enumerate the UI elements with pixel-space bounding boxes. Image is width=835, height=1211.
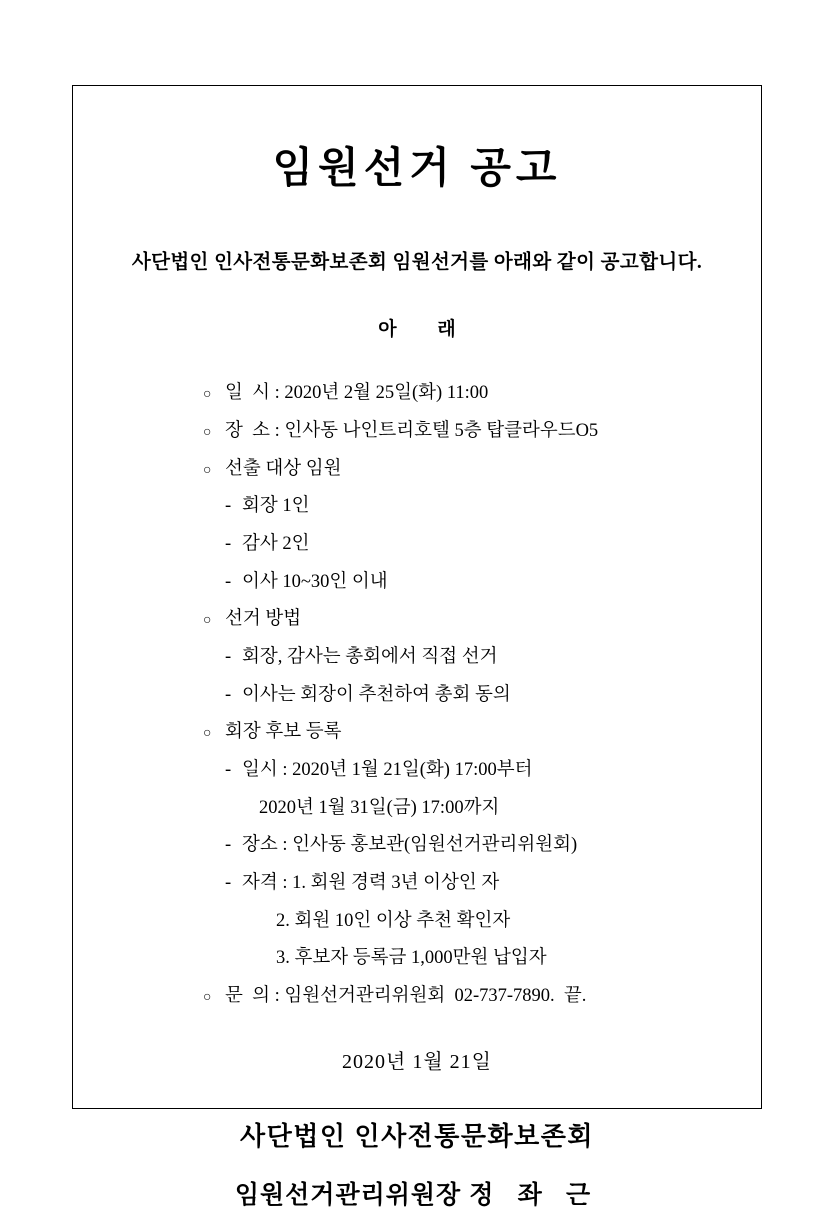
page-title: 임원선거 공고 xyxy=(272,146,562,192)
sub-list-item xyxy=(225,681,723,710)
sub-list-continuation-label: 3. 후보자 등록금 1,000만원 납입자 xyxy=(276,948,547,969)
sub-list-continuation-label: 2020년 1월 31일(금) 17:00까지 xyxy=(259,797,500,818)
dash-bullet-icon: - xyxy=(225,571,232,592)
list-item xyxy=(203,605,723,634)
sub-list-item xyxy=(225,756,723,785)
dash-bullet-icon: - xyxy=(225,835,232,856)
circle-bullet-icon: ○ xyxy=(203,387,212,403)
sub-list-item-label: 장소 : 인사동 홍보관(임원선거관리위원회) xyxy=(242,835,578,856)
sub-list-item-label: 일시 : 2020년 1월 21일(화) 17:00부터 xyxy=(242,760,533,781)
dash-bullet-icon: - xyxy=(225,760,232,781)
sub-list-continuation xyxy=(259,794,723,823)
sub-list-item xyxy=(225,492,723,521)
list-item xyxy=(203,718,723,747)
list-item xyxy=(203,455,723,484)
list-item-label: 선거 방법 xyxy=(225,609,302,630)
sub-list-continuation xyxy=(276,944,723,973)
sub-list-item-label: 감사 2인 xyxy=(242,534,310,555)
list-item xyxy=(203,982,723,1011)
circle-bullet-icon: ○ xyxy=(203,462,212,478)
dash-bullet-icon: - xyxy=(225,496,232,517)
sub-list-item-label: 자격 : 1. 회원 경력 3년 이상인 자 xyxy=(242,873,500,894)
list-item-label: 문 의 : 임원선거관리위원회 02-737-7890. 끝. xyxy=(225,986,587,1007)
sub-list-continuation-label: 2. 회원 10인 이상 추천 확인자 xyxy=(276,910,511,931)
circle-bullet-icon: ○ xyxy=(203,425,212,441)
sub-list-item xyxy=(225,530,723,559)
sub-list-item-label: 회장 1인 xyxy=(242,496,310,517)
sub-list-continuation xyxy=(276,907,723,936)
organization-name: 사단법인 인사전통문화보존회 xyxy=(239,1121,594,1151)
list-item-label: 회장 후보 등록 xyxy=(225,722,342,743)
issue-date: 2020년 1월 21일 xyxy=(342,1050,492,1073)
circle-bullet-icon: ○ xyxy=(203,990,212,1006)
dash-bullet-icon: - xyxy=(225,647,232,668)
list-item xyxy=(203,379,723,408)
document-page xyxy=(72,85,762,1209)
intro-paragraph: 사단법인 인사전통문화보존회 임원선거를 아래와 같이 공고합니다. xyxy=(131,252,703,274)
signer-name: 정 좌 근 xyxy=(469,1181,600,1209)
list-item xyxy=(203,417,723,446)
dash-bullet-icon: - xyxy=(225,873,232,894)
sub-list-item-label: 이사 10~30인 이내 xyxy=(242,571,388,592)
document-body xyxy=(73,144,761,1209)
circle-bullet-icon: ○ xyxy=(203,726,212,742)
dash-bullet-icon: - xyxy=(225,534,232,555)
sub-list-item-label: 이사는 회장이 추천하여 총회 동의 xyxy=(242,684,511,705)
sub-list-item xyxy=(225,643,723,672)
announcement-list xyxy=(111,379,723,1010)
sub-list-item-label: 회장, 감사는 총회에서 직접 선거 xyxy=(242,647,498,668)
dash-bullet-icon: - xyxy=(225,684,232,705)
sub-list-item xyxy=(225,831,723,860)
sub-list-item xyxy=(225,869,723,898)
section-label: 아 래 xyxy=(378,319,474,341)
sub-list-item xyxy=(225,568,723,597)
list-item-label: 일 시 : 2020년 2월 25일(화) 11:00 xyxy=(225,383,489,404)
circle-bullet-icon: ○ xyxy=(203,613,212,629)
signer-title: 임원선거관리위원장 xyxy=(234,1181,462,1209)
list-item-label: 장 소 : 인사동 나인트리호텔 5층 탑클라우드O5 xyxy=(225,421,599,442)
signer xyxy=(111,1175,723,1211)
list-item-label: 선출 대상 임원 xyxy=(225,458,342,479)
